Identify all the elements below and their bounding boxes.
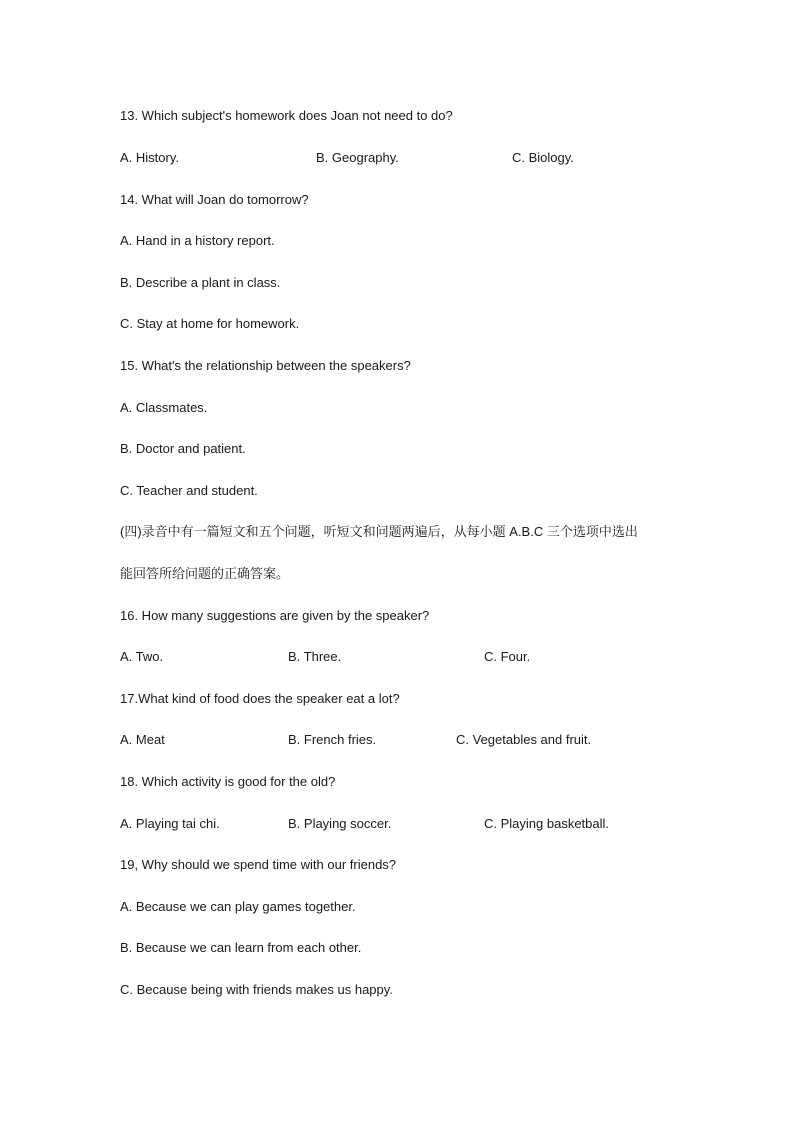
question-15-option-c: C. Teacher and student.	[120, 483, 258, 498]
question-13-option-a: A. History.	[120, 150, 179, 165]
question-18-text: 18. Which activity is good for the old?	[120, 774, 336, 789]
section-4-instruction-line-2: 能回答所给问题的正确答案。	[120, 566, 290, 581]
question-19-text: 19, Why should we spend time with our friends?	[120, 857, 397, 872]
question-18-option-a: A. Playing tai chi.	[120, 816, 220, 831]
question-15-option-b: B. Doctor and patient.	[120, 441, 246, 456]
question-15-text: 15. What's the relationship between the speakers?	[120, 358, 411, 373]
question-18-option-c: C. Playing basketball.	[484, 816, 610, 831]
question-19-option-c: C. Because being with friends makes us happy.	[120, 982, 393, 997]
question-19-option-b: B. Because we can learn from each other.	[120, 940, 362, 955]
question-13-option-b: B. Geography.	[316, 150, 399, 165]
question-16-option-c: C. Four.	[484, 649, 531, 664]
question-19-option-a: A. Because we can play games together.	[120, 899, 356, 914]
question-14-text: 14. What will Joan do tomorrow?	[120, 192, 309, 207]
question-18-option-b: B. Playing soccer.	[288, 816, 392, 831]
section-4-instruction-line-1: (四)录音中有一篇短文和五个问题，听短文和问题两遍后，从每小题 A.B.C 三个选项中选出	[120, 524, 638, 539]
question-17-option-a: A. Meat	[120, 732, 165, 747]
question-15-option-a: A. Classmates.	[120, 400, 208, 415]
question-13-text: 13. Which subject's homework does Joan not need to do?	[120, 108, 453, 123]
question-14-option-b: B. Describe a plant in class.	[120, 275, 281, 290]
question-16-option-a: A. Two.	[120, 649, 164, 664]
question-13-option-c: C. Biology.	[512, 150, 574, 165]
question-17-option-c: C. Vegetables and fruit.	[456, 732, 592, 747]
question-16-text: 16. How many suggestions are given by the speaker?	[120, 608, 430, 623]
question-14-option-c: C. Stay at home for homework.	[120, 316, 300, 331]
question-17-text: 17.What kind of food does the speaker eat a lot?	[120, 691, 400, 706]
question-16-option-b: B. Three.	[288, 649, 342, 664]
question-14-option-a: A. Hand in a history report.	[120, 233, 275, 248]
question-17-option-b: B. French fries.	[288, 732, 377, 747]
